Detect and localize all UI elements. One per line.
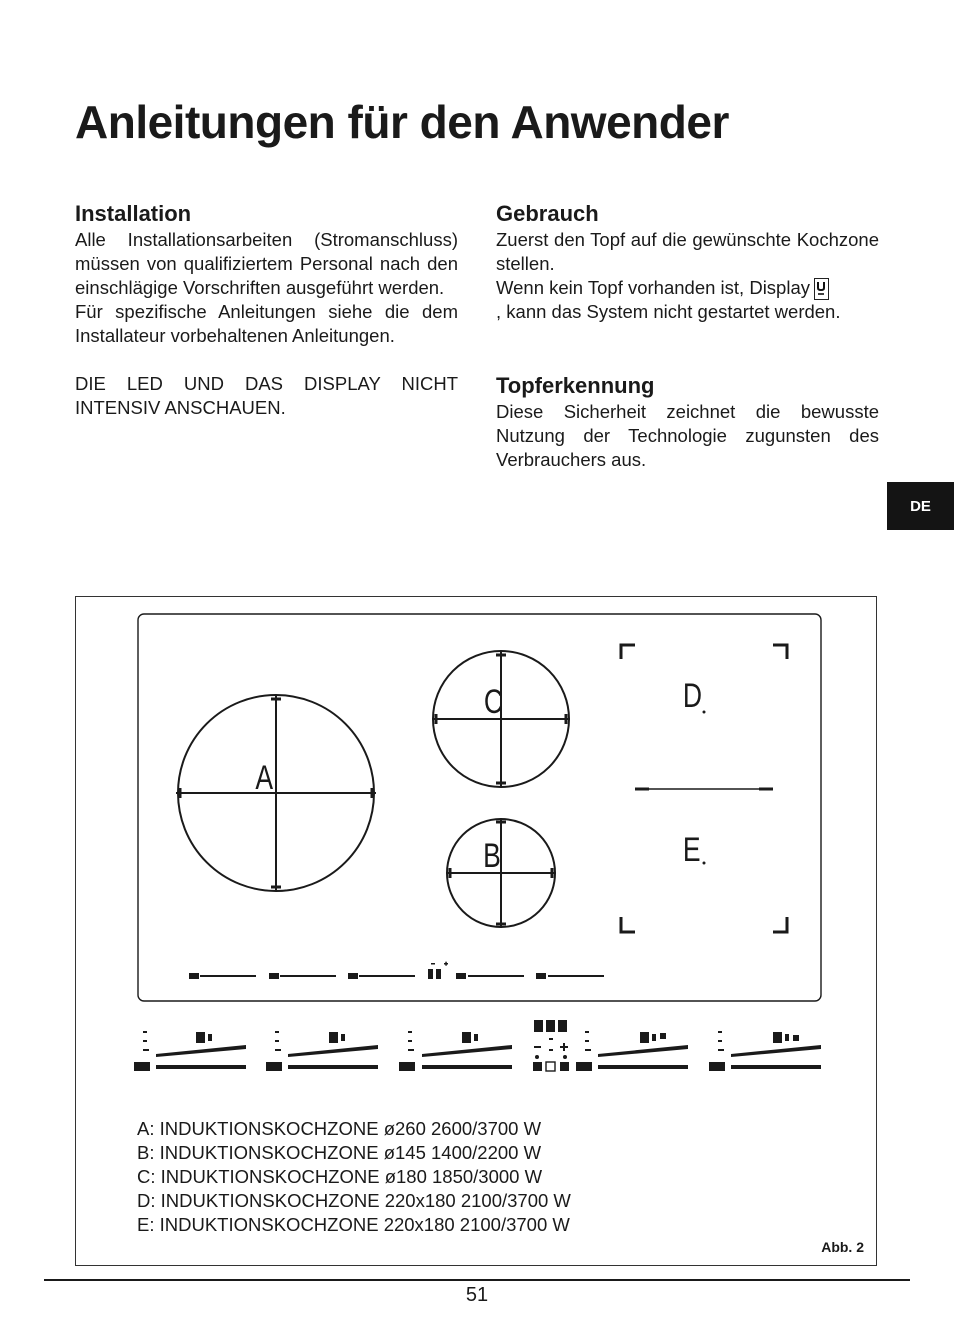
caption-zone-d: D: INDUKTIONSKOCHZONE 220x180 2100/3700 W <box>137 1190 571 1211</box>
installation-heading: Installation <box>75 201 192 226</box>
zone-c-letter: C <box>483 682 504 721</box>
gebrauch-paragraph-2 <box>496 276 879 324</box>
zone-e-letter: E <box>682 830 701 869</box>
zone-a-letter: A <box>255 758 274 797</box>
control-group-2 <box>266 1031 378 1071</box>
control-group-1 <box>134 1031 246 1071</box>
topferkennung-heading: Topferkennung <box>496 373 655 399</box>
caption-zone-b: B: INDUKTIONSKOCHZONE ø145 1400/2200 W <box>137 1142 542 1163</box>
control-group-5 <box>709 1031 821 1071</box>
caption-zone-a: A: INDUKTIONSKOCHZONE ø260 2600/3700 W <box>137 1118 542 1139</box>
control-panel <box>134 1020 821 1071</box>
gebrauch-heading: Gebrauch <box>496 201 599 226</box>
installation-warning: DIE LED UND DAS DISPLAY NICHT INTENSIV ANSCHAUEN. <box>75 373 458 418</box>
zone-d-letter: D <box>682 676 702 715</box>
page-number: 51 <box>465 1284 489 1306</box>
installation-paragraph-2: Für spezifische Anleitungen siehe die dem Installateur vorbehaltenen Anleitungen. <box>75 301 458 346</box>
gebrauch-text-before-icon: Wenn kein Topf vorhanden ist, Display <box>496 277 810 298</box>
caption-zone-c: C: INDUKTIONSKOCHZONE ø180 1850/3000 W <box>137 1166 543 1187</box>
language-tab: DE <box>887 482 954 530</box>
page-title: Anleitungen für den Anwender <box>75 96 729 148</box>
gebrauch-section <box>496 200 879 472</box>
pot-missing-display-icon <box>814 278 829 300</box>
hob-surface-outline <box>138 614 821 1001</box>
hob-figure <box>75 596 877 1266</box>
gebrauch-text-after-icon: , kann das System nicht gestartet werden. <box>496 301 841 323</box>
control-group-3 <box>399 1031 512 1071</box>
footer-rule <box>44 1279 910 1281</box>
control-group-timer <box>533 1020 569 1071</box>
topferkennung-paragraph: Diese Sicherheit zeichnet die bewusste Nutzung der Technologie zugunsten des Verbrauchers aus. <box>496 401 879 471</box>
gebrauch-paragraph-1: Zuerst den Topf auf die gewünschte Kochzone stellen. <box>496 229 879 274</box>
figure-label: Abb. 2 <box>821 1239 864 1255</box>
glass-control-strip <box>189 962 604 979</box>
hob-diagram <box>76 597 878 1107</box>
installation-section <box>75 200 458 420</box>
zone-b-letter: B <box>483 836 501 875</box>
caption-zone-e: E: INDUKTIONSKOCHZONE 220x180 2100/3700 W <box>137 1214 570 1235</box>
zone-captions <box>137 1117 571 1237</box>
installation-paragraph-1: Alle Installationsarbeiten (Stromanschluss) müssen von qualifiziertem Personal nach den einschlägige Vorschriften ausgeführt werden. <box>75 229 458 298</box>
control-group-4 <box>576 1031 688 1071</box>
